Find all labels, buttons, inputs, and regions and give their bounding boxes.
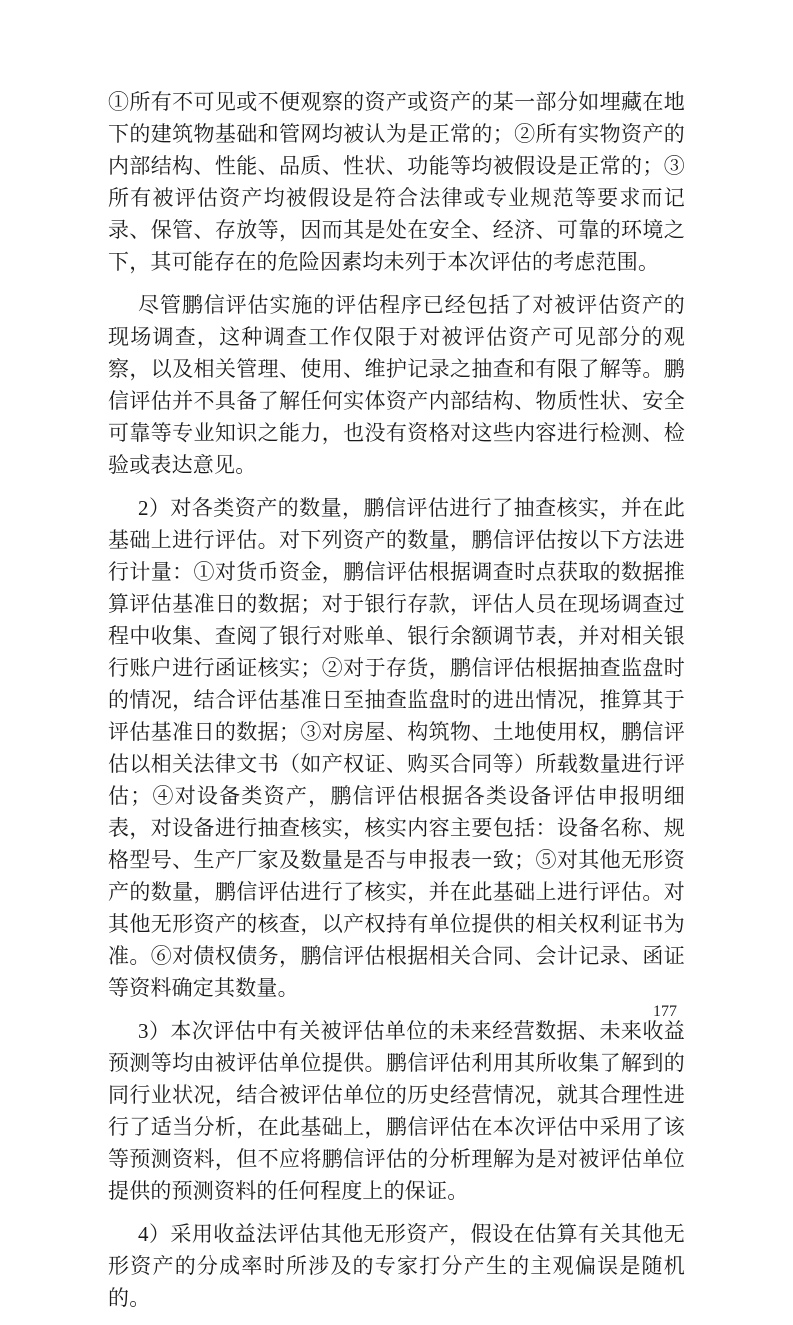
- page-number: 177: [653, 1003, 677, 1020]
- paragraph-forecast-data-disclaimer: 3）本次评估中有关被评估单位的未来经营数据、未来收益预测等均由被评估单位提供。鹏信评估利用其所收集了解到的同行业状况，结合被评估单位的历史经营情况，就其合理性进行了适当分析，在此基础上，鹏信评估在本次评估中采用了该等预测资料，但不应将鹏信评估的分析理解为是对被评估单位提供的预测资料的任何程度上的保证。: [108, 1019, 685, 1203]
- paragraph-asset-quantity-verification: 2）对各类资产的数量，鹏信评估进行了抽查核实，并在此基础上进行评估。对下列资产的数量，鹏信评估按以下方法进行计量：①对货币资金，鹏信评估根据调查时点获取的数据推算评估基准日的数据；对于银行存款，评估人员在现场调查过程中收集、查阅了银行对账单、银行余额调节表，并对相关银行账户进行函证核实；②对于存货，鹏信评估根据抽查监盘时的情况，结合评估基准日至抽查监盘时的进出情况，推算其于评估基准日的数据；③对房屋、构筑物、土地使用权，鹏信评估以相关法律文书（如产权证、购买合同等）所载数量进行评估；④对设备类资产，鹏信评估根据各类设备评估申报明细表，对设备进行抽查核实，核实内容主要包括：设备名称、规格型号、生产厂家及数量是否与申报表一致；⑤对其他无形资产的数量，鹏信评估进行了核实，并在此基础上进行评估。对其他无形资产的核查，以产权持有单位提供的相关权利证书为准。⑥对债权债务，鹏信评估根据相关合同、会计记录、函证等资料确定其数量。: [108, 496, 685, 1000]
- document-body: [108, 86, 685, 1325]
- paragraph-site-investigation-scope: 尽管鹏信评估实施的评估程序已经包括了对被评估资产的现场调查，这种调查工作仅限于对被评估资产可见部分的观察，以及相关管理、使用、维护记录之抽查和有限了解等。鹏信评估并不具备了解任何实体资产内部结构、物质性状、安全可靠等专业知识之能力，也没有资格对这些内容进行检测、检验或表达意见。: [108, 293, 685, 477]
- paragraph-income-method-assumption: 4）采用收益法评估其他无形资产，假设在估算有关其他无形资产的分成率时所涉及的专家打分产生的主观偏误是随机的。: [108, 1222, 685, 1310]
- paragraph-assumptions-continued: ①所有不可见或不便观察的资产或资产的某一部分如埋藏在地下的建筑物基础和管网均被认为是正常的；②所有实物资产的内部结构、性能、品质、性状、功能等均被假设是正常的；③所有被评估资产均被假设是符合法律或专业规范等要求而记录、保管、存放等，因而其是处在安全、经济、可靠的环境之下，其可能存在的危险因素均未列于本次评估的考虑范围。: [108, 90, 685, 274]
